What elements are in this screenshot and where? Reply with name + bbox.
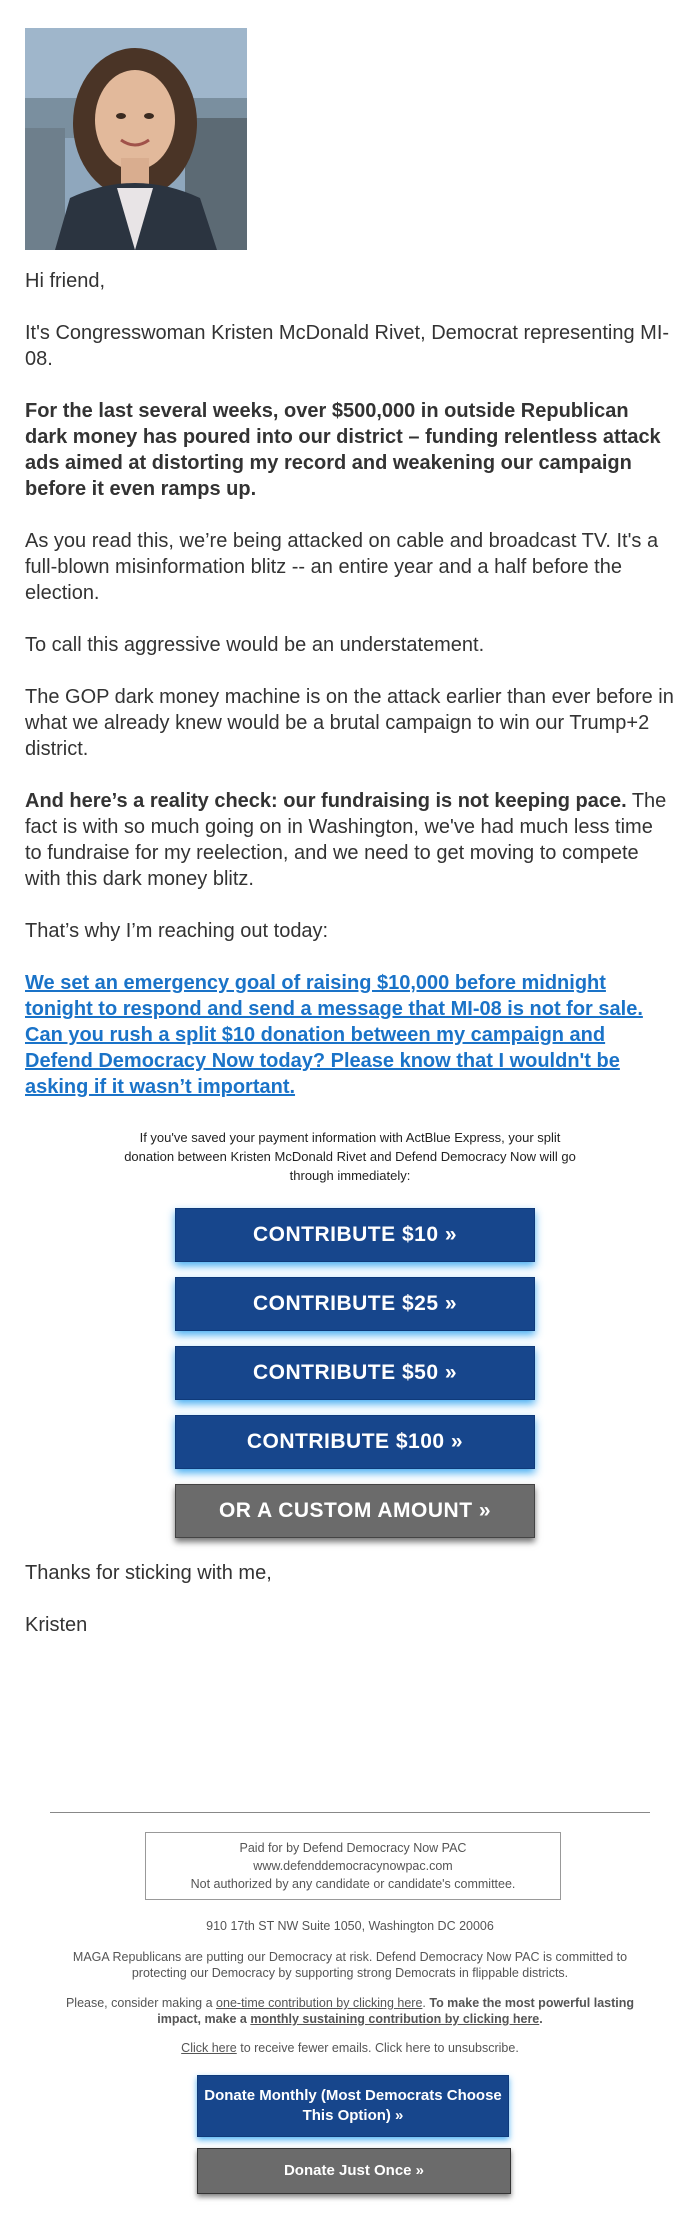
- powerful-impact-bold: To make the most powerful lasting impact, make a: [157, 1996, 635, 2026]
- dark-money-paragraph: [25, 398, 675, 502]
- contribute-buttons: [175, 1208, 535, 1553]
- paid-line-2: www.defenddemocracynowpac.com: [253, 1859, 453, 1873]
- one-time-contribution-link[interactable]: one-time contribution by clicking here: [216, 1996, 423, 2010]
- paid-line-1: Paid for by Defend Democracy Now PAC: [239, 1841, 467, 1855]
- footer-divider: [50, 1812, 650, 1813]
- footer-mission: [25, 1949, 675, 1981]
- mission-text: MAGA Republicans are putting our Democracy at risk. Defend Democracy Now PAC is committed to protecting our Democracy by supporting strong Democrats in flippable districts.: [72, 1950, 628, 1980]
- signature-name: Kristen: [25, 1614, 88, 1636]
- intro-paragraph: It's Congresswoman Kristen McDonald Rivet, Democrat representing MI-08.: [25, 322, 670, 370]
- greeting: Hi friend,: [25, 270, 106, 292]
- attack-paragraph: As you read this, we’re being attacked on cable and broadcast TV. It's a full-blown misinformation blitz -- an entire year and a half before the election.: [25, 530, 659, 604]
- candidate-portrait: [25, 28, 247, 250]
- footer-fewer-emails: [25, 2040, 675, 2056]
- actblue-note: [25, 1128, 675, 1185]
- custom-amount-button[interactable]: OR A CUSTOM AMOUNT »: [175, 1484, 535, 1538]
- contribute-10-button[interactable]: CONTRIBUTE $10 »: [175, 1208, 535, 1262]
- signoff: [25, 1560, 272, 1664]
- consider-period: .: [539, 2012, 543, 2026]
- footer-consider: [25, 1995, 675, 2027]
- reality-bold: And here’s a reality check: our fundraising is not keeping pace.: [25, 790, 627, 812]
- donate-monthly-button[interactable]: Donate Monthly (Most Democrats Choose This Option) »: [197, 2075, 509, 2137]
- fewer-emails-text: to receive fewer emails. Click here to unsubscribe.: [236, 2041, 519, 2055]
- contribute-25-button[interactable]: CONTRIBUTE $25 »: [175, 1277, 535, 1331]
- monthly-contribution-link[interactable]: monthly sustaining contribution by clicking here: [250, 2012, 540, 2026]
- paid-for-box: [145, 1832, 561, 1900]
- contribute-50-button[interactable]: CONTRIBUTE $50 »: [175, 1346, 535, 1400]
- gop-paragraph: The GOP dark money machine is on the attack earlier than ever before in what we already knew would be a brutal campaign to win our Trump+2 district.: [25, 686, 674, 760]
- contribute-100-button[interactable]: CONTRIBUTE $100 »: [175, 1415, 535, 1469]
- aggressive-paragraph: To call this aggressive would be an understatement.: [25, 634, 485, 656]
- cta-paragraph: [25, 970, 675, 1100]
- paid-line-3: Not authorized by any candidate or candidate's committee.: [190, 1877, 516, 1891]
- fewer-emails-link[interactable]: Click here: [181, 2041, 237, 2055]
- message-body: [25, 268, 675, 1126]
- actblue-note-text: If you've saved your payment information with ActBlue Express, your split donation between Kristen McDonald Rivet and Defend Democracy Now will go through immediately:: [124, 1130, 576, 1183]
- reality-paragraph: [25, 788, 675, 892]
- consider-prefix: Please, consider making a: [65, 1996, 217, 2010]
- footer-address: 910 17th ST NW Suite 1050, Washington DC 20006: [206, 1919, 494, 1933]
- consider-text-wrap: [50, 1995, 650, 2027]
- donate-once-button[interactable]: Donate Just Once »: [197, 2148, 511, 2194]
- thanks-text: Thanks for sticking with me,: [25, 1562, 272, 1584]
- dark-money-bold: For the last several weeks, over $500,000 in outside Republican dark money has poured into our district – funding relentless attack ads aimed at distorting my record and weakening our campaign before it even ramps up.: [25, 400, 661, 500]
- why-paragraph: That’s why I’m reaching out today:: [25, 920, 329, 942]
- emergency-goal-link[interactable]: We set an emergency goal of raising $10,000 before midnight tonight to respond and send a message that MI-08 is not for sale. Can you rush a split $10 donation between my campaign and Defend Democracy Now today? Please know that I wouldn't be asking if it wasn’t important.: [25, 972, 643, 1098]
- consider-mid: .: [422, 1996, 430, 2010]
- reality-rest: The fact is with so much going on in Washington, we've had much less time to fundraise for my reelection, and we need to get moving to compete with this dark money blitz.: [25, 790, 667, 890]
